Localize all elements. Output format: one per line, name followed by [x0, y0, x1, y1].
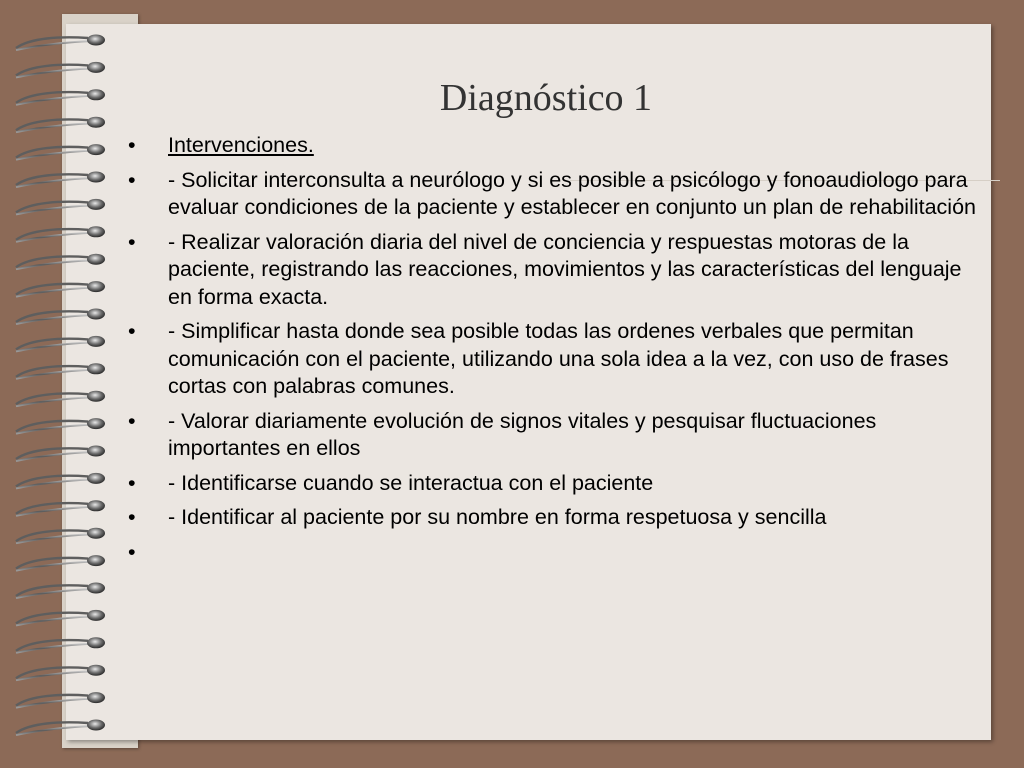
spiral-ring: [16, 528, 105, 544]
bullet-list: [128, 132, 978, 564]
spiral-ring: [16, 418, 105, 434]
spiral-ring: [16, 391, 105, 407]
spiral-ring: [16, 555, 105, 571]
bullet-item: [128, 167, 978, 222]
bullet-dot: •: [128, 505, 136, 529]
bullet-text: - Valorar diariamente evolución de signos vitales y pesquisar fluctuaciones importantes en ellos: [168, 408, 877, 460]
bullet-dot: •: [128, 408, 136, 433]
bullet-dot: •: [128, 539, 136, 564]
spiral-ring: [16, 665, 105, 681]
spiral-ring: [16, 309, 105, 325]
bullet-item: [128, 470, 978, 498]
spiral-ring: [16, 637, 105, 653]
bullet-text: - Realizar valoración diaria del nivel de conciencia y respuestas motoras de la paciente, registrando las reacciones, movimientos y las características del lenguaje en forma exacta.: [168, 229, 962, 309]
spiral-ring: [16, 473, 105, 489]
spiral-ring: [16, 363, 105, 379]
bullet-dot: •: [128, 167, 136, 192]
bullet-dot: •: [128, 470, 136, 495]
bullet-text: Intervenciones.: [168, 133, 314, 157]
bullet-item: [128, 408, 978, 463]
bullet-dot: •: [128, 229, 136, 254]
spiral-ring: [16, 35, 105, 51]
slide-title: Diagnóstico 1: [439, 77, 653, 119]
bullet-text: - Identificar al paciente por su nombre en forma respetuosa y sencilla: [168, 505, 827, 529]
spiral-ring: [16, 720, 105, 736]
spiral-ring: [16, 500, 105, 516]
bullet-dot: •: [128, 319, 136, 343]
bullet-item: [128, 229, 978, 312]
bullet-item: [128, 318, 978, 401]
spiral-ring: [16, 226, 105, 242]
bullet-item: [128, 504, 978, 532]
spiral-ring: [16, 144, 105, 160]
spiral-ring: [16, 583, 105, 599]
spiral-ring: [16, 692, 105, 708]
bullet-item-interventions: [128, 132, 978, 160]
bullet-text: - Solicitar interconsulta a neurólogo y si es posible a psicólogo y fonoaudiologo para evaluar condiciones de la paciente y establecer en conjunto un plan de rehabilitación: [168, 167, 976, 219]
spiral-ring: [16, 172, 105, 188]
spiral-ring: [16, 336, 105, 352]
spiral-ring: [16, 254, 105, 270]
spiral-ring: [16, 199, 105, 215]
bullet-text: - Identificarse cuando se interactua con el paciente: [168, 470, 654, 495]
spiral-ring: [16, 446, 105, 462]
bullet-text: - Simplificar hasta donde sea posible todas las ordenes verbales que permitan comunicación con el paciente, utilizando una sola idea a la vez, con uso de frases cortas con palabras comunes.: [168, 319, 949, 398]
bullet-dot: •: [128, 133, 136, 157]
spiral-ring: [16, 610, 105, 626]
spiral-ring: [16, 281, 105, 297]
